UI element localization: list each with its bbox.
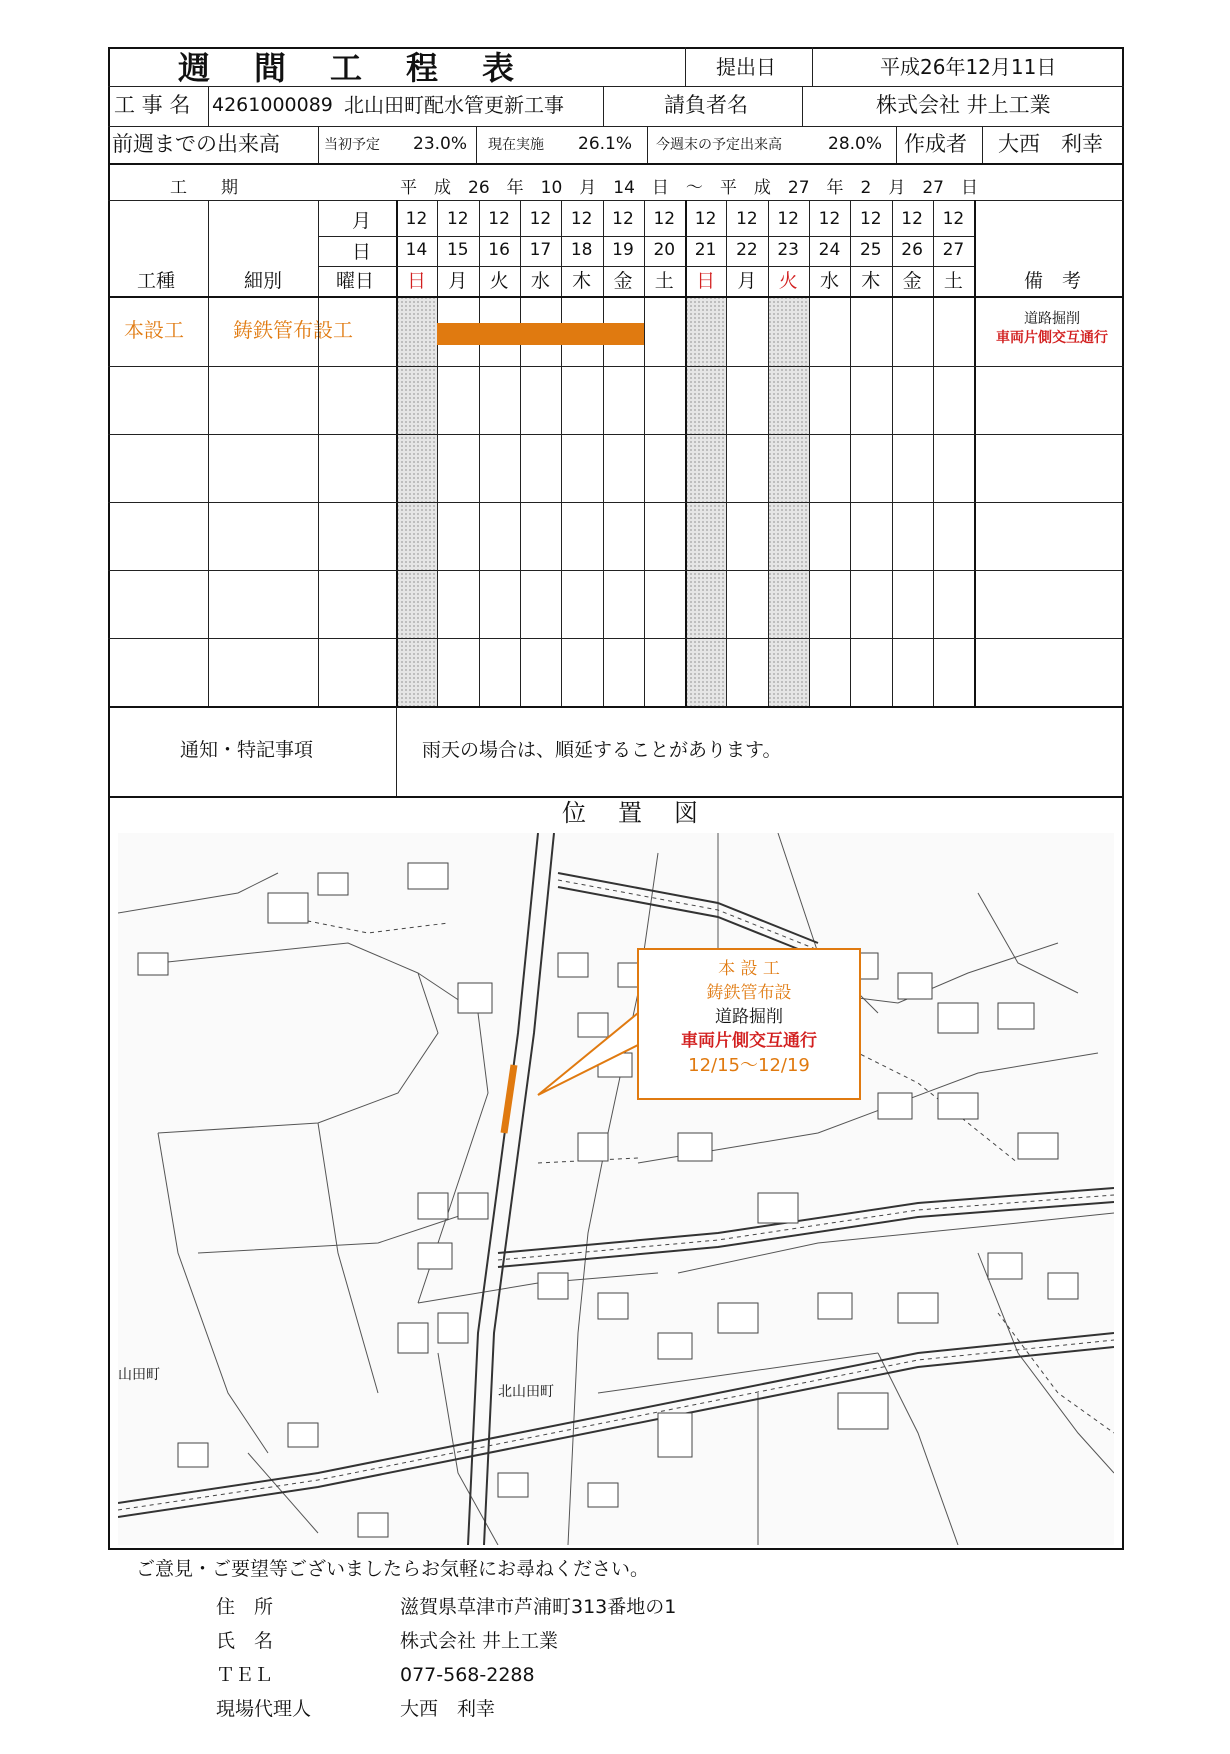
submit-date: 平成26年12月11日 <box>880 55 1057 79</box>
footer-agent-label: 現場代理人 <box>216 1698 312 1720</box>
header-weekday: 水 <box>530 270 550 292</box>
task-remark-traffic: 車両片側交互通行 <box>996 330 1108 346</box>
divider <box>896 126 897 164</box>
map-label-station: 北山田町 <box>498 1384 554 1400</box>
submit-date-label: 提出日 <box>716 55 776 79</box>
footer-address: 滋賀県草津市芦浦町313番地の1 <box>400 1596 677 1618</box>
author-name: 大西 利幸 <box>998 132 1103 156</box>
period-range: 平 成 26 年 10 月 14 日 ～ 平 成 27 年 2 月 27 日 <box>400 178 978 198</box>
week-end-label: 今週末の予定出来高 <box>656 137 782 153</box>
header-weekday: 水 <box>819 270 839 292</box>
footer-name-label: 氏 名 <box>216 1630 274 1652</box>
header-weekday: 木 <box>572 270 592 292</box>
header-day: 27 <box>942 240 965 260</box>
header-day: 20 <box>653 240 676 260</box>
header-day: 19 <box>612 240 634 260</box>
day-header: 日 <box>352 241 372 263</box>
divider <box>108 434 1124 435</box>
header-day: 16 <box>488 240 510 260</box>
header-day: 24 <box>818 240 841 260</box>
header-day: 21 <box>694 240 717 260</box>
divider <box>318 266 974 267</box>
actual-value: 26.1% <box>578 134 633 154</box>
header-weekday: 月 <box>448 270 468 292</box>
divider <box>208 200 209 706</box>
holiday-shade <box>685 296 726 706</box>
task-bar <box>437 323 644 345</box>
header-day: 22 <box>736 240 758 260</box>
callout-line-4: 車両片側交互通行 <box>681 1031 817 1051</box>
footer-tel: 077-568-2288 <box>400 1664 535 1686</box>
footer-intro: ご意見・ご要望等ございましたらお気軽にお尋ねください。 <box>136 1558 650 1580</box>
header-month: 12 <box>818 209 841 229</box>
contractor-name: 株式会社 井上工業 <box>876 93 1051 117</box>
header-weekday: 金 <box>613 270 633 292</box>
location-map <box>118 833 1114 1545</box>
week-end-value: 28.0% <box>828 134 883 154</box>
header-weekday: 火 <box>778 270 798 292</box>
header-weekday: 日 <box>406 270 426 292</box>
divider <box>108 86 1124 87</box>
remarks-header: 備 考 <box>1024 270 1082 292</box>
header-month: 12 <box>570 209 593 229</box>
divider <box>396 706 397 796</box>
map-title: 位 置 図 <box>562 799 702 827</box>
divider <box>108 163 1124 165</box>
divider <box>108 706 1124 708</box>
divider <box>974 200 976 706</box>
callout-line-5: 12/15～12/19 <box>688 1055 810 1076</box>
header-day: 26 <box>901 240 923 260</box>
divider <box>982 126 983 164</box>
header-weekday: 月 <box>737 270 757 292</box>
header-weekday: 土 <box>943 270 963 292</box>
footer-name: 株式会社 井上工業 <box>400 1630 559 1652</box>
divider <box>108 200 1124 201</box>
project-name-label: 工 事 名 <box>114 93 191 117</box>
header-month: 12 <box>612 209 634 229</box>
header-month: 12 <box>653 209 676 229</box>
divider <box>647 126 648 164</box>
contractor-label: 請負者名 <box>664 93 748 117</box>
header-weekday: 日 <box>696 270 716 292</box>
planned-value: 23.0% <box>413 134 468 154</box>
notes-text: 雨天の場合は、順延することがあります。 <box>422 739 782 761</box>
callout-line-2: 鋳鉄管布設 <box>706 983 792 1003</box>
divider <box>108 638 1124 639</box>
planned-label: 当初予定 <box>324 137 380 153</box>
header-weekday: 木 <box>861 270 881 292</box>
header-day: 23 <box>777 240 799 260</box>
header-day: 17 <box>529 240 552 260</box>
footer-agent: 大西 利幸 <box>400 1698 496 1720</box>
holiday-shade <box>396 296 437 706</box>
divider <box>108 570 1124 571</box>
header-month: 12 <box>901 209 923 229</box>
divider <box>318 200 319 706</box>
divider <box>108 796 1124 798</box>
task-remark: 道路掘削 <box>1024 311 1080 327</box>
header-month: 12 <box>736 209 758 229</box>
project-name: 北山田町配水管更新工事 <box>344 93 564 117</box>
divider <box>476 126 477 164</box>
page-title: 週 間 工 程 表 <box>178 49 521 87</box>
header-weekday: 土 <box>654 270 674 292</box>
callout-line-1: 本 設 工 <box>718 959 780 979</box>
actual-label: 現在実施 <box>488 137 544 153</box>
header-day: 15 <box>446 240 469 260</box>
author-label: 作成者 <box>904 132 967 156</box>
header-month: 12 <box>777 209 799 229</box>
header-day: 18 <box>570 240 593 260</box>
divider <box>108 126 1124 127</box>
progress-label: 前週までの出来高 <box>112 132 280 156</box>
divider <box>108 366 1124 367</box>
divider <box>802 86 803 126</box>
footer-address-label: 住 所 <box>216 1596 274 1618</box>
header-month: 12 <box>942 209 965 229</box>
header-weekday: 火 <box>489 270 509 292</box>
divider <box>603 86 604 126</box>
detail-header: 細別 <box>244 270 283 292</box>
task-detail: 鋳鉄管布設工 <box>233 318 353 342</box>
divider <box>108 502 1124 503</box>
map-drawing <box>118 833 1114 1545</box>
divider <box>685 47 686 87</box>
notes-label: 通知・特記事項 <box>180 739 314 761</box>
divider <box>318 236 974 237</box>
divider <box>108 296 1124 298</box>
divider <box>318 126 319 164</box>
header-weekday: 金 <box>902 270 922 292</box>
divider <box>208 86 209 126</box>
period-label: 工 期 <box>170 178 238 198</box>
header-day: 25 <box>859 240 882 260</box>
weekday-header: 曜日 <box>336 270 375 292</box>
type-header: 工種 <box>137 270 176 292</box>
project-code: 4261000089 <box>212 94 333 116</box>
header-month: 12 <box>694 209 717 229</box>
header-month: 12 <box>405 209 428 229</box>
header-month: 12 <box>859 209 882 229</box>
holiday-shade <box>768 296 809 706</box>
header-month: 12 <box>488 209 510 229</box>
divider <box>812 47 813 87</box>
callout-line-3: 道路掘削 <box>715 1007 783 1027</box>
footer-tel-label: ＴＥＬ <box>216 1664 274 1686</box>
task-type: 本設工 <box>124 318 184 342</box>
month-header: 月 <box>352 210 372 232</box>
header-month: 12 <box>446 209 469 229</box>
map-label-town: 山田町 <box>118 1367 160 1383</box>
header-day: 14 <box>405 240 428 260</box>
header-month: 12 <box>529 209 552 229</box>
